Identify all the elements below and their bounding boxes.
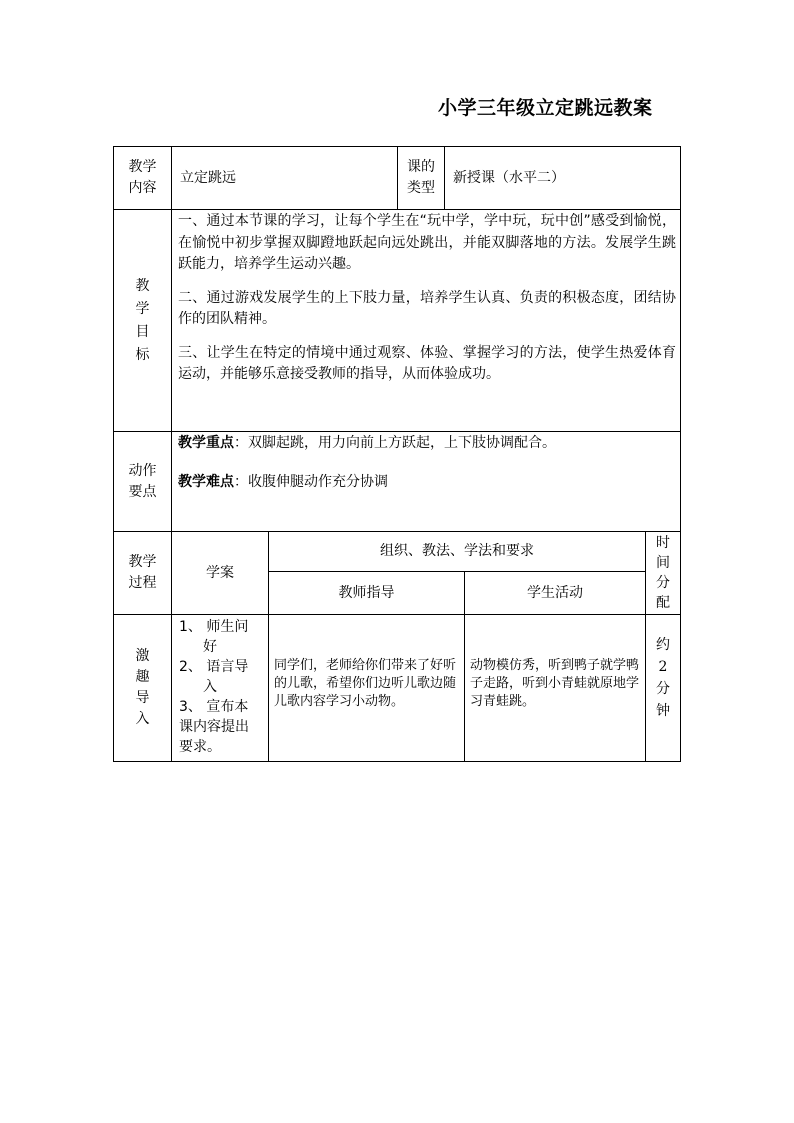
student-header-cell bbox=[465, 572, 645, 614]
type-value: 新授课（水平二） bbox=[453, 169, 565, 186]
time-char-3: 分 bbox=[656, 681, 670, 697]
goal-paragraph-3: 三、让学生在特定的情境中通过观察、体验、掌握学习的方法，使学生热爱体育运动，并能够乐意接受教师的指导，从而体验成功。 bbox=[178, 344, 676, 382]
document-title: 小学三年级立定跳远教案 bbox=[438, 97, 653, 119]
teaching-difficulty-label: 教学难点 bbox=[178, 474, 234, 490]
student-header: 学生活动 bbox=[527, 584, 583, 601]
goals-label-char-2: 学 bbox=[135, 300, 150, 317]
content-value-cell bbox=[180, 147, 395, 209]
type-label-cell bbox=[398, 147, 444, 209]
goals-label-char-4: 标 bbox=[135, 346, 150, 363]
teaching-difficulty-text: ：收腹伸腿动作充分协调 bbox=[234, 474, 388, 490]
plan-header-cell bbox=[172, 532, 268, 614]
process-label-line-1: 教学 bbox=[128, 554, 157, 570]
teaching-focus bbox=[178, 433, 676, 454]
intro-label-cell bbox=[114, 615, 171, 761]
intro-teacher-cell bbox=[274, 657, 460, 711]
intro-label-char-3: 导 bbox=[135, 690, 150, 706]
time-header-char-1: 时 bbox=[656, 535, 670, 551]
goals-label-char-1: 教 bbox=[135, 277, 150, 294]
time-char-1: 约 bbox=[656, 637, 670, 653]
goal-paragraph-1: 一、通过本节课的学习，让每个学生在“玩中学，学中玩，玩中创”感受到愉悦，在愉悦中初步掌握双脚蹬地跃起向远处跳出，并能双脚落地的方法。发展学生跳跃能力，培养学生运动兴趣。 bbox=[178, 213, 676, 272]
teacher-guidance-text: 同学们，老师给你们带来了好听的儿歌，希望你们边听儿歌边随儿歌内容学习小动物。 bbox=[274, 658, 457, 709]
intro-label-char-1: 激 bbox=[135, 648, 150, 664]
process-label-cell bbox=[114, 532, 171, 614]
methods-header: 组织、教法、学法和要求 bbox=[380, 543, 534, 559]
time-char-2: 2 bbox=[658, 659, 668, 675]
process-label-line-2: 过程 bbox=[128, 575, 157, 591]
plan-line-4: 入 bbox=[203, 679, 217, 695]
goals-text-cell bbox=[178, 211, 676, 429]
plan-line-1: 1、 师生问 bbox=[179, 619, 249, 635]
teacher-header: 教师指导 bbox=[338, 584, 395, 601]
content-label-line-1: 教学 bbox=[128, 159, 157, 175]
plan-line-2: 好 bbox=[203, 639, 217, 655]
plan-header: 学案 bbox=[206, 564, 234, 581]
type-value-cell bbox=[453, 147, 678, 209]
time-header-char-3: 分 bbox=[656, 575, 670, 591]
type-label-line-1: 课的 bbox=[407, 159, 435, 175]
type-label-line-2: 类型 bbox=[407, 180, 435, 196]
intro-label-char-4: 入 bbox=[135, 711, 150, 727]
teaching-focus-label: 教学重点 bbox=[178, 435, 234, 451]
keypoints-label-line-2: 要点 bbox=[128, 483, 157, 500]
keypoints-label-cell bbox=[114, 432, 171, 531]
keypoints-text-cell bbox=[178, 432, 676, 530]
intro-label-char-2: 趣 bbox=[135, 669, 150, 685]
keypoints-label-line-1: 动作 bbox=[128, 462, 157, 479]
methods-header-cell bbox=[269, 532, 645, 571]
time-header-char-4: 配 bbox=[656, 595, 670, 611]
plan-line-6: 课内容提出 bbox=[179, 719, 249, 735]
intro-plan-cell bbox=[179, 617, 267, 761]
teacher-header-cell bbox=[269, 572, 464, 614]
goals-label-char-3: 目 bbox=[135, 323, 150, 340]
goals-label-cell bbox=[114, 210, 171, 431]
time-header-char-2: 间 bbox=[656, 555, 670, 571]
goal-paragraph-2: 二、通过游戏发展学生的上下肢力量，培养学生认真、负责的积极态度，团结协作的团队精神。 bbox=[178, 289, 676, 327]
intro-student-cell bbox=[470, 657, 642, 711]
content-label-line-2: 内容 bbox=[128, 180, 157, 196]
teaching-focus-text: ：双脚起跳，用力向前上方跃起，上下肢协调配合。 bbox=[234, 435, 556, 451]
plan-line-3: 2、 语言导 bbox=[179, 659, 249, 675]
plan-line-7: 要求。 bbox=[179, 739, 221, 755]
teaching-difficulty bbox=[178, 472, 676, 493]
time-header-cell bbox=[646, 532, 680, 614]
content-label-cell bbox=[114, 147, 171, 209]
content-value: 立定跳远 bbox=[180, 169, 236, 186]
plan-line-5: 3、 宣布本 bbox=[179, 699, 249, 715]
student-activity-text: 动物模仿秀，听到鸭子就学鸭子走路，听到小青蛙就原地学习青蛙跳。 bbox=[470, 658, 640, 709]
intro-time-cell bbox=[646, 630, 680, 726]
time-char-4: 钟 bbox=[656, 703, 670, 719]
